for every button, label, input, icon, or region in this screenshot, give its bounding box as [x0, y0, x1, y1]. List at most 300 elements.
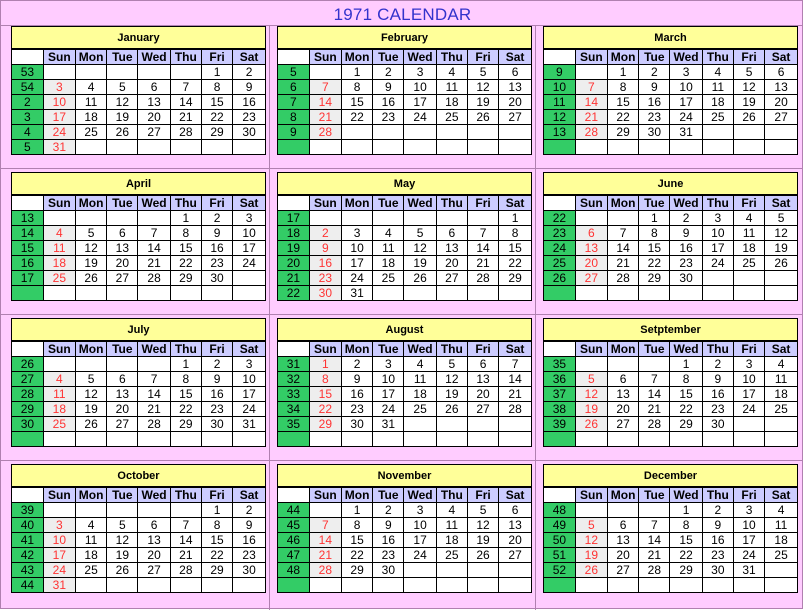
day-cell: 6	[436, 226, 467, 241]
day-cell: 2	[639, 65, 670, 80]
weekday-header: Tue	[639, 50, 670, 65]
week-row	[12, 226, 265, 241]
week-number: 44	[278, 503, 309, 518]
week-number: 28	[12, 387, 43, 402]
day-cell: 1	[201, 503, 232, 518]
day-cell: 28	[639, 417, 670, 432]
week-row	[12, 286, 265, 301]
week-header-cell	[544, 342, 575, 357]
weekday-header: Thu	[436, 342, 467, 357]
day-cell: 13	[138, 95, 170, 110]
sunday-cell: 12	[575, 387, 607, 402]
day-cell: 26	[75, 271, 106, 286]
day-cell: 15	[170, 241, 201, 256]
day-cell: 24	[341, 271, 372, 286]
day-cell: 16	[373, 533, 404, 548]
row-divider	[1, 168, 803, 169]
day-cell: 2	[233, 503, 265, 518]
week-number: 39	[544, 417, 575, 432]
week-number: 26	[544, 271, 575, 286]
week-number: 32	[278, 372, 309, 387]
month-grid	[278, 195, 531, 300]
day-cell: 29	[499, 271, 531, 286]
day-cell	[639, 286, 670, 301]
day-cell: 12	[733, 80, 764, 95]
day-cell: 16	[341, 387, 372, 402]
sunday-cell: 3	[43, 80, 75, 95]
sunday-cell	[309, 211, 341, 226]
sunday-cell	[575, 432, 607, 447]
day-cell: 9	[670, 226, 702, 241]
weekday-header: Mon	[75, 342, 106, 357]
day-cell: 11	[75, 533, 106, 548]
sunday-cell: 17	[43, 110, 75, 125]
day-cell: 4	[404, 357, 436, 372]
day-cell: 20	[499, 533, 531, 548]
weekday-header: Tue	[639, 196, 670, 211]
week-number: 21	[278, 271, 309, 286]
sunday-cell	[575, 357, 607, 372]
sunday-cell: 27	[575, 271, 607, 286]
weekday-header: Mon	[607, 50, 638, 65]
day-cell: 18	[733, 241, 764, 256]
day-cell: 26	[107, 125, 138, 140]
day-cell	[138, 357, 170, 372]
day-cell	[404, 211, 436, 226]
sunday-cell	[309, 65, 341, 80]
day-cell: 2	[233, 65, 265, 80]
weekday-header: Tue	[373, 488, 404, 503]
day-cell: 15	[341, 95, 372, 110]
week-row	[544, 387, 797, 402]
week-row	[12, 387, 265, 402]
day-cell: 14	[639, 387, 670, 402]
sunday-cell: 11	[43, 387, 75, 402]
day-cell	[467, 563, 498, 578]
week-row	[278, 241, 531, 256]
day-cell	[107, 503, 138, 518]
day-cell: 22	[607, 110, 638, 125]
day-cell: 11	[75, 95, 106, 110]
day-cell: 19	[765, 241, 797, 256]
week-row	[278, 110, 531, 125]
week-row	[278, 256, 531, 271]
week-row	[12, 518, 265, 533]
week-number	[544, 140, 575, 155]
day-cell	[138, 578, 170, 593]
week-number: 51	[544, 548, 575, 563]
week-number: 48	[544, 503, 575, 518]
sunday-cell	[43, 286, 75, 301]
row-divider	[1, 314, 803, 315]
day-cell: 5	[765, 211, 797, 226]
day-cell: 13	[107, 387, 138, 402]
day-cell: 23	[233, 110, 265, 125]
day-cell: 29	[201, 125, 232, 140]
weekday-header: Sun	[43, 196, 75, 211]
day-cell: 8	[499, 226, 531, 241]
weekday-header: Sat	[765, 196, 797, 211]
week-row	[12, 578, 265, 593]
sunday-cell: 15	[309, 387, 341, 402]
day-cell: 12	[404, 241, 436, 256]
day-cell: 22	[670, 402, 702, 417]
weekday-header: Wed	[138, 488, 170, 503]
day-cell: 16	[233, 533, 265, 548]
day-cell: 9	[233, 80, 265, 95]
sunday-cell: 24	[43, 125, 75, 140]
week-number: 45	[278, 518, 309, 533]
day-cell: 13	[499, 80, 531, 95]
week-number: 42	[12, 548, 43, 563]
weekday-header: Fri	[733, 196, 764, 211]
sunday-cell	[309, 578, 341, 593]
day-cell	[404, 432, 436, 447]
day-cell	[436, 286, 467, 301]
day-cell: 13	[138, 533, 170, 548]
sunday-cell: 24	[43, 563, 75, 578]
weekday-header: Sun	[575, 488, 607, 503]
month-title: May	[278, 173, 531, 195]
day-cell: 8	[201, 80, 232, 95]
day-cell: 17	[373, 387, 404, 402]
weekday-header: Wed	[404, 342, 436, 357]
week-number: 5	[278, 65, 309, 80]
day-cell: 20	[607, 402, 638, 417]
day-cell: 5	[75, 372, 106, 387]
day-cell	[670, 286, 702, 301]
week-number: 17	[12, 271, 43, 286]
week-row	[544, 533, 797, 548]
weekday-header: Thu	[702, 196, 733, 211]
week-row	[12, 372, 265, 387]
month-grid	[278, 487, 531, 592]
weekday-header: Fri	[467, 50, 498, 65]
day-cell: 5	[467, 503, 498, 518]
week-row	[544, 357, 797, 372]
day-cell: 26	[436, 402, 467, 417]
day-cell: 30	[201, 417, 232, 432]
day-cell: 25	[436, 548, 467, 563]
month-panel	[543, 26, 798, 155]
weekday-header: Thu	[436, 50, 467, 65]
sunday-cell	[43, 432, 75, 447]
sunday-cell: 7	[309, 80, 341, 95]
day-cell: 6	[607, 518, 638, 533]
day-cell: 6	[467, 357, 498, 372]
day-cell	[765, 432, 797, 447]
day-cell	[436, 563, 467, 578]
day-cell: 29	[670, 417, 702, 432]
day-cell: 30	[233, 125, 265, 140]
week-row	[544, 563, 797, 578]
week-row	[278, 357, 531, 372]
day-cell: 25	[765, 548, 797, 563]
week-number: 13	[544, 125, 575, 140]
week-number: 20	[278, 256, 309, 271]
week-header-cell	[544, 50, 575, 65]
day-cell: 26	[75, 417, 106, 432]
week-number: 47	[278, 548, 309, 563]
week-row	[544, 503, 797, 518]
day-cell: 16	[670, 241, 702, 256]
day-cell: 7	[170, 518, 201, 533]
day-cell: 19	[107, 548, 138, 563]
sunday-cell	[309, 503, 341, 518]
weekday-header: Wed	[670, 488, 702, 503]
sunday-cell: 21	[309, 548, 341, 563]
week-row	[544, 432, 797, 447]
sunday-cell	[575, 211, 607, 226]
weekday-header: Sun	[309, 196, 341, 211]
day-cell	[341, 125, 372, 140]
week-number: 31	[278, 357, 309, 372]
day-cell	[404, 125, 436, 140]
sunday-cell	[309, 140, 341, 155]
week-number: 33	[278, 387, 309, 402]
month-title: December	[544, 465, 797, 487]
day-cell: 2	[373, 65, 404, 80]
day-cell: 14	[607, 241, 638, 256]
day-cell	[436, 211, 467, 226]
week-row	[278, 140, 531, 155]
week-row	[278, 402, 531, 417]
sunday-cell: 18	[43, 256, 75, 271]
week-number: 8	[278, 110, 309, 125]
weekday-header: Thu	[170, 342, 201, 357]
month-title: July	[12, 319, 265, 341]
week-row	[544, 417, 797, 432]
day-cell: 11	[404, 372, 436, 387]
week-number: 25	[544, 256, 575, 271]
weekday-header: Mon	[607, 342, 638, 357]
day-cell: 29	[670, 563, 702, 578]
day-cell: 18	[765, 533, 797, 548]
day-cell: 24	[373, 402, 404, 417]
day-cell: 5	[107, 80, 138, 95]
day-cell: 22	[499, 256, 531, 271]
day-cell: 13	[765, 80, 797, 95]
day-cell: 23	[201, 256, 232, 271]
day-cell: 3	[233, 357, 265, 372]
week-row	[278, 226, 531, 241]
day-cell: 28	[138, 271, 170, 286]
week-row	[278, 503, 531, 518]
day-cell	[170, 578, 201, 593]
day-cell: 5	[733, 65, 764, 80]
weekday-header: Tue	[373, 50, 404, 65]
day-cell: 10	[404, 518, 436, 533]
day-cell: 1	[170, 357, 201, 372]
day-cell: 30	[670, 271, 702, 286]
column-divider	[535, 25, 536, 610]
sunday-cell: 9	[309, 241, 341, 256]
day-cell: 30	[341, 417, 372, 432]
day-cell: 18	[75, 548, 106, 563]
day-cell: 11	[702, 80, 733, 95]
day-cell: 23	[702, 548, 733, 563]
day-cell: 13	[436, 241, 467, 256]
day-cell: 29	[639, 271, 670, 286]
sunday-cell: 1	[309, 357, 341, 372]
week-row	[278, 286, 531, 301]
day-cell	[373, 286, 404, 301]
day-cell: 6	[499, 65, 531, 80]
day-cell	[75, 65, 106, 80]
week-number: 5	[12, 140, 43, 155]
day-cell	[170, 65, 201, 80]
day-cell: 23	[233, 548, 265, 563]
sunday-cell	[575, 286, 607, 301]
month-grid	[544, 49, 797, 154]
day-cell: 21	[170, 548, 201, 563]
day-cell	[639, 432, 670, 447]
week-number: 54	[12, 80, 43, 95]
week-row	[278, 211, 531, 226]
day-cell: 9	[702, 518, 733, 533]
day-cell	[702, 432, 733, 447]
day-cell: 8	[170, 372, 201, 387]
week-number: 44	[12, 578, 43, 593]
month-grid	[278, 341, 531, 446]
day-cell: 8	[170, 226, 201, 241]
sunday-cell	[43, 211, 75, 226]
weekday-header: Tue	[107, 196, 138, 211]
sunday-cell: 23	[309, 271, 341, 286]
day-cell	[436, 140, 467, 155]
month-panel	[543, 318, 798, 447]
day-cell: 3	[702, 211, 733, 226]
week-row	[278, 432, 531, 447]
day-cell: 7	[499, 357, 531, 372]
month-panel	[277, 26, 532, 155]
day-cell: 24	[233, 256, 265, 271]
day-cell	[404, 578, 436, 593]
week-number: 9	[544, 65, 575, 80]
day-cell: 10	[233, 372, 265, 387]
week-row	[544, 80, 797, 95]
sunday-cell: 11	[43, 241, 75, 256]
weekday-header: Wed	[138, 342, 170, 357]
day-cell	[702, 140, 733, 155]
day-cell	[499, 125, 531, 140]
day-cell: 10	[233, 226, 265, 241]
day-cell: 17	[404, 533, 436, 548]
day-cell: 25	[373, 271, 404, 286]
day-cell: 19	[107, 110, 138, 125]
month-panel	[11, 318, 266, 447]
week-row	[544, 125, 797, 140]
day-cell	[436, 417, 467, 432]
week-row	[12, 256, 265, 271]
day-cell	[765, 563, 797, 578]
sunday-cell	[575, 503, 607, 518]
weekday-header: Sat	[765, 50, 797, 65]
day-cell	[75, 211, 106, 226]
day-cell	[138, 503, 170, 518]
weekday-header: Sun	[309, 488, 341, 503]
day-cell	[733, 286, 764, 301]
week-row	[278, 533, 531, 548]
day-cell: 19	[436, 387, 467, 402]
day-cell: 9	[702, 372, 733, 387]
week-number: 7	[278, 95, 309, 110]
day-cell: 19	[467, 95, 498, 110]
sunday-cell	[309, 432, 341, 447]
day-cell: 8	[639, 226, 670, 241]
weekday-header: Sat	[499, 196, 531, 211]
day-cell	[607, 286, 638, 301]
day-cell: 7	[639, 372, 670, 387]
day-cell	[467, 140, 498, 155]
day-cell: 19	[404, 256, 436, 271]
day-cell: 11	[373, 241, 404, 256]
weekday-header: Fri	[467, 196, 498, 211]
week-row	[12, 533, 265, 548]
column-divider	[269, 25, 270, 610]
week-row	[544, 286, 797, 301]
day-cell: 12	[467, 518, 498, 533]
sunday-cell: 14	[309, 533, 341, 548]
day-cell: 24	[670, 110, 702, 125]
day-cell	[639, 503, 670, 518]
day-cell	[138, 432, 170, 447]
day-cell	[702, 125, 733, 140]
week-number: 23	[544, 226, 575, 241]
day-cell: 24	[733, 548, 764, 563]
weekday-header: Sun	[43, 342, 75, 357]
week-row	[12, 110, 265, 125]
month-grid	[12, 195, 265, 300]
weekday-header: Wed	[670, 342, 702, 357]
week-row	[278, 372, 531, 387]
week-number: 11	[544, 95, 575, 110]
day-cell: 27	[499, 110, 531, 125]
week-header-cell	[278, 196, 309, 211]
day-cell: 28	[467, 271, 498, 286]
day-cell: 8	[201, 518, 232, 533]
week-row	[544, 518, 797, 533]
week-number: 13	[12, 211, 43, 226]
day-cell	[201, 140, 232, 155]
week-number: 14	[12, 226, 43, 241]
day-cell: 17	[733, 533, 764, 548]
week-row	[12, 417, 265, 432]
day-cell	[341, 140, 372, 155]
day-cell	[373, 211, 404, 226]
sunday-cell: 8	[309, 372, 341, 387]
weekday-header: Tue	[107, 50, 138, 65]
day-cell	[201, 286, 232, 301]
day-cell: 3	[233, 211, 265, 226]
weekday-header: Sat	[765, 342, 797, 357]
day-cell: 27	[107, 417, 138, 432]
day-cell: 12	[107, 533, 138, 548]
sunday-cell	[43, 503, 75, 518]
weekday-header: Sun	[575, 196, 607, 211]
day-cell: 14	[499, 372, 531, 387]
sunday-cell	[575, 140, 607, 155]
day-cell: 22	[170, 402, 201, 417]
day-cell: 4	[702, 65, 733, 80]
week-number: 53	[12, 65, 43, 80]
weekday-header: Fri	[201, 50, 232, 65]
day-cell: 7	[170, 80, 201, 95]
week-number: 17	[278, 211, 309, 226]
day-cell	[702, 271, 733, 286]
day-cell: 23	[373, 110, 404, 125]
month-panel	[11, 172, 266, 301]
